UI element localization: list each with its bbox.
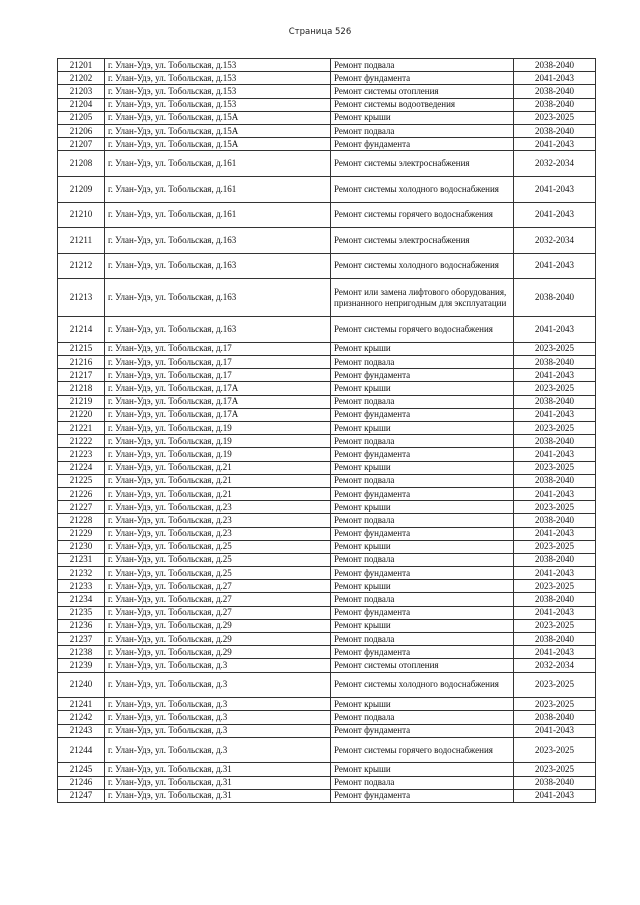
row-number-cell: 21206 (58, 124, 105, 137)
address-cell: г. Улан-Удэ, ул. Тобольская, д.31 (105, 776, 331, 789)
address-cell: г. Улан-Удэ, ул. Тобольская, д.17А (105, 382, 331, 395)
address-cell: г. Улан-Удэ, ул. Тобольская, д.17А (105, 408, 331, 421)
row-number-cell: 21221 (58, 422, 105, 435)
row-number-cell: 21212 (58, 253, 105, 279)
table-row (58, 422, 596, 435)
row-number-cell: 21218 (58, 382, 105, 395)
address-cell: г. Улан-Удэ, ул. Тобольская, д.163 (105, 228, 331, 254)
period-cell: 2038-2040 (514, 474, 596, 487)
address-cell: г. Улан-Удэ, ул. Тобольская, д.31 (105, 789, 331, 802)
address-cell: г. Улан-Удэ, ул. Тобольская, д.29 (105, 633, 331, 646)
table-row (58, 580, 596, 593)
row-number-cell: 21223 (58, 448, 105, 461)
address-cell: г. Улан-Удэ, ул. Тобольская, д.161 (105, 151, 331, 177)
work-type-cell: Ремонт подвала (331, 435, 514, 448)
period-cell: 2041-2043 (514, 527, 596, 540)
work-type-cell: Ремонт системы холодного водоснабжения (331, 176, 514, 202)
row-number-cell: 21243 (58, 724, 105, 737)
address-cell: г. Улан-Удэ, ул. Тобольская, д.21 (105, 461, 331, 474)
address-cell: г. Улан-Удэ, ул. Тобольская, д.15А (105, 124, 331, 137)
period-cell: 2038-2040 (514, 395, 596, 408)
period-cell: 2041-2043 (514, 253, 596, 279)
row-number-cell: 21219 (58, 395, 105, 408)
period-cell: 2038-2040 (514, 98, 596, 111)
work-type-cell: Ремонт крыши (331, 382, 514, 395)
table-row (58, 567, 596, 580)
row-number-cell: 21207 (58, 138, 105, 151)
work-type-cell: Ремонт фундамента (331, 487, 514, 500)
table-row (58, 553, 596, 566)
row-number-cell: 21215 (58, 342, 105, 355)
row-number-cell: 21235 (58, 606, 105, 619)
work-type-cell: Ремонт подвала (331, 59, 514, 72)
row-number-cell: 21210 (58, 202, 105, 228)
row-number-cell: 21247 (58, 789, 105, 802)
work-type-cell: Ремонт системы горячего водоснабжения (331, 317, 514, 343)
period-cell: 2038-2040 (514, 435, 596, 448)
row-number-cell: 21233 (58, 580, 105, 593)
address-cell: г. Улан-Удэ, ул. Тобольская, д.17 (105, 356, 331, 369)
address-cell: г. Улан-Удэ, ул. Тобольская, д.31 (105, 763, 331, 776)
period-cell: 2023-2025 (514, 540, 596, 553)
table-row (58, 737, 596, 763)
work-type-cell: Ремонт крыши (331, 501, 514, 514)
address-cell: г. Улан-Удэ, ул. Тобольская, д.15А (105, 111, 331, 124)
row-number-cell: 21229 (58, 527, 105, 540)
work-type-cell: Ремонт крыши (331, 580, 514, 593)
address-cell: г. Улан-Удэ, ул. Тобольская, д.3 (105, 698, 331, 711)
address-cell: г. Улан-Удэ, ул. Тобольская, д.3 (105, 737, 331, 763)
address-cell: г. Улан-Удэ, ул. Тобольская, д.153 (105, 98, 331, 111)
period-cell: 2041-2043 (514, 567, 596, 580)
work-type-cell: Ремонт системы холодного водоснабжения (331, 672, 514, 698)
table-row (58, 501, 596, 514)
row-number-cell: 21245 (58, 763, 105, 776)
address-cell: г. Улан-Удэ, ул. Тобольская, д.19 (105, 448, 331, 461)
work-type-cell: Ремонт системы отопления (331, 659, 514, 672)
address-cell: г. Улан-Удэ, ул. Тобольская, д.17 (105, 342, 331, 355)
work-type-cell: Ремонт фундамента (331, 72, 514, 85)
table-row (58, 474, 596, 487)
row-number-cell: 21234 (58, 593, 105, 606)
row-number-cell: 21216 (58, 356, 105, 369)
address-cell: г. Улан-Удэ, ул. Тобольская, д.23 (105, 514, 331, 527)
table-row (58, 369, 596, 382)
repair-schedule-table (57, 58, 596, 803)
period-cell: 2032-2034 (514, 151, 596, 177)
row-number-cell: 21240 (58, 672, 105, 698)
address-cell: г. Улан-Удэ, ул. Тобольская, д.163 (105, 253, 331, 279)
row-number-cell: 21241 (58, 698, 105, 711)
work-type-cell: Ремонт фундамента (331, 567, 514, 580)
work-type-cell: Ремонт подвала (331, 474, 514, 487)
address-cell: г. Улан-Удэ, ул. Тобольская, д.3 (105, 659, 331, 672)
row-number-cell: 21208 (58, 151, 105, 177)
work-type-cell: Ремонт подвала (331, 633, 514, 646)
period-cell: 2023-2025 (514, 111, 596, 124)
period-cell: 2038-2040 (514, 776, 596, 789)
row-number-cell: 21201 (58, 59, 105, 72)
table-row (58, 59, 596, 72)
address-cell: г. Улан-Удэ, ул. Тобольская, д.161 (105, 202, 331, 228)
table-row (58, 763, 596, 776)
work-type-cell: Ремонт подвала (331, 553, 514, 566)
period-cell: 2038-2040 (514, 59, 596, 72)
table-body (58, 59, 596, 803)
work-type-cell: Ремонт фундамента (331, 369, 514, 382)
address-cell: г. Улан-Удэ, ул. Тобольская, д.27 (105, 593, 331, 606)
table-row (58, 253, 596, 279)
row-number-cell: 21205 (58, 111, 105, 124)
work-type-cell: Ремонт фундамента (331, 527, 514, 540)
address-cell: г. Улан-Удэ, ул. Тобольская, д.21 (105, 487, 331, 500)
row-number-cell: 21209 (58, 176, 105, 202)
table-row (58, 724, 596, 737)
period-cell: 2032-2034 (514, 659, 596, 672)
work-type-cell: Ремонт системы горячего водоснабжения (331, 202, 514, 228)
work-type-cell: Ремонт подвала (331, 711, 514, 724)
table-row (58, 646, 596, 659)
table-row (58, 514, 596, 527)
period-cell: 2038-2040 (514, 593, 596, 606)
table-row (58, 540, 596, 553)
work-type-cell: Ремонт фундамента (331, 606, 514, 619)
address-cell: г. Улан-Удэ, ул. Тобольская, д.23 (105, 527, 331, 540)
table-row (58, 593, 596, 606)
address-cell: г. Улан-Удэ, ул. Тобольская, д.23 (105, 501, 331, 514)
row-number-cell: 21227 (58, 501, 105, 514)
work-type-cell: Ремонт системы электроснабжения (331, 228, 514, 254)
table-row (58, 138, 596, 151)
table-row (58, 342, 596, 355)
address-cell: г. Улан-Удэ, ул. Тобольская, д.3 (105, 724, 331, 737)
work-type-cell: Ремонт крыши (331, 342, 514, 355)
row-number-cell: 21224 (58, 461, 105, 474)
address-cell: г. Улан-Удэ, ул. Тобольская, д.161 (105, 176, 331, 202)
address-cell: г. Улан-Удэ, ул. Тобольская, д.17А (105, 395, 331, 408)
table-row (58, 72, 596, 85)
address-cell: г. Улан-Удэ, ул. Тобольская, д.27 (105, 580, 331, 593)
address-cell: г. Улан-Удэ, ул. Тобольская, д.25 (105, 540, 331, 553)
work-type-cell: Ремонт фундамента (331, 138, 514, 151)
table-row (58, 151, 596, 177)
table-row (58, 408, 596, 421)
row-number-cell: 21228 (58, 514, 105, 527)
period-cell: 2041-2043 (514, 72, 596, 85)
table-row (58, 124, 596, 137)
period-cell: 2032-2034 (514, 228, 596, 254)
table-row (58, 435, 596, 448)
address-cell: г. Улан-Удэ, ул. Тобольская, д.153 (105, 85, 331, 98)
address-cell: г. Улан-Удэ, ул. Тобольская, д.25 (105, 553, 331, 566)
period-cell: 2038-2040 (514, 85, 596, 98)
row-number-cell: 21242 (58, 711, 105, 724)
work-type-cell: Ремонт системы горячего водоснабжения (331, 737, 514, 763)
period-cell: 2041-2043 (514, 448, 596, 461)
table-row (58, 176, 596, 202)
period-cell: 2038-2040 (514, 711, 596, 724)
row-number-cell: 21203 (58, 85, 105, 98)
period-cell: 2038-2040 (514, 633, 596, 646)
address-cell: г. Улан-Удэ, ул. Тобольская, д.153 (105, 72, 331, 85)
work-type-cell: Ремонт крыши (331, 540, 514, 553)
table-row (58, 448, 596, 461)
work-type-cell: Ремонт подвала (331, 514, 514, 527)
period-cell: 2041-2043 (514, 606, 596, 619)
table-row (58, 789, 596, 802)
work-type-cell: Ремонт фундамента (331, 408, 514, 421)
work-type-cell: Ремонт подвала (331, 124, 514, 137)
row-number-cell: 21225 (58, 474, 105, 487)
address-cell: г. Улан-Удэ, ул. Тобольская, д.27 (105, 606, 331, 619)
row-number-cell: 21237 (58, 633, 105, 646)
work-type-cell: Ремонт крыши (331, 111, 514, 124)
period-cell: 2023-2025 (514, 422, 596, 435)
row-number-cell: 21214 (58, 317, 105, 343)
row-number-cell: 21226 (58, 487, 105, 500)
table-row (58, 711, 596, 724)
work-type-cell: Ремонт фундамента (331, 789, 514, 802)
period-cell: 2041-2043 (514, 202, 596, 228)
work-type-cell: Ремонт подвала (331, 776, 514, 789)
table-row (58, 659, 596, 672)
address-cell: г. Улан-Удэ, ул. Тобольская, д.17 (105, 369, 331, 382)
address-cell: г. Улан-Удэ, ул. Тобольская, д.29 (105, 619, 331, 632)
row-number-cell: 21211 (58, 228, 105, 254)
row-number-cell: 21236 (58, 619, 105, 632)
table-row (58, 317, 596, 343)
address-cell: г. Улан-Удэ, ул. Тобольская, д.29 (105, 646, 331, 659)
table-row (58, 228, 596, 254)
work-type-cell: Ремонт подвала (331, 395, 514, 408)
address-cell: г. Улан-Удэ, ул. Тобольская, д.15А (105, 138, 331, 151)
table-row (58, 633, 596, 646)
work-type-cell: Ремонт системы отопления (331, 85, 514, 98)
work-type-cell: Ремонт фундамента (331, 646, 514, 659)
work-type-cell: Ремонт крыши (331, 619, 514, 632)
table-row (58, 619, 596, 632)
period-cell: 2041-2043 (514, 408, 596, 421)
address-cell: г. Улан-Удэ, ул. Тобольская, д.25 (105, 567, 331, 580)
work-type-cell: Ремонт крыши (331, 422, 514, 435)
period-cell: 2023-2025 (514, 580, 596, 593)
period-cell: 2038-2040 (514, 553, 596, 566)
address-cell: г. Улан-Удэ, ул. Тобольская, д.153 (105, 59, 331, 72)
period-cell: 2041-2043 (514, 317, 596, 343)
address-cell: г. Улан-Удэ, ул. Тобольская, д.163 (105, 317, 331, 343)
table-row (58, 698, 596, 711)
period-cell: 2041-2043 (514, 369, 596, 382)
table-row (58, 395, 596, 408)
address-cell: г. Улан-Удэ, ул. Тобольская, д.19 (105, 422, 331, 435)
row-number-cell: 21220 (58, 408, 105, 421)
row-number-cell: 21246 (58, 776, 105, 789)
row-number-cell: 21231 (58, 553, 105, 566)
row-number-cell: 21232 (58, 567, 105, 580)
table-row (58, 202, 596, 228)
table-row (58, 85, 596, 98)
address-cell: г. Улан-Удэ, ул. Тобольская, д.21 (105, 474, 331, 487)
work-type-cell: Ремонт фундамента (331, 724, 514, 737)
work-type-cell: Ремонт системы электроснабжения (331, 151, 514, 177)
period-cell: 2038-2040 (514, 124, 596, 137)
work-type-cell: Ремонт системы холодного водоснабжения (331, 253, 514, 279)
table-row (58, 461, 596, 474)
work-type-cell: Ремонт крыши (331, 763, 514, 776)
row-number-cell: 21217 (58, 369, 105, 382)
period-cell: 2041-2043 (514, 724, 596, 737)
period-cell: 2038-2040 (514, 279, 596, 317)
period-cell: 2023-2025 (514, 382, 596, 395)
period-cell: 2023-2025 (514, 619, 596, 632)
table-row (58, 382, 596, 395)
period-cell: 2041-2043 (514, 789, 596, 802)
row-number-cell: 21244 (58, 737, 105, 763)
row-number-cell: 21230 (58, 540, 105, 553)
period-cell: 2023-2025 (514, 501, 596, 514)
work-type-cell: Ремонт или замена лифтового оборудования, признанного непригодным для эксплуатации (331, 279, 514, 317)
row-number-cell: 21204 (58, 98, 105, 111)
period-cell: 2023-2025 (514, 342, 596, 355)
work-type-cell: Ремонт фундамента (331, 448, 514, 461)
period-cell: 2023-2025 (514, 461, 596, 474)
row-number-cell: 21239 (58, 659, 105, 672)
period-cell: 2023-2025 (514, 763, 596, 776)
work-type-cell: Ремонт подвала (331, 356, 514, 369)
work-type-cell: Ремонт крыши (331, 698, 514, 711)
table-row (58, 527, 596, 540)
period-cell: 2038-2040 (514, 356, 596, 369)
period-cell: 2041-2043 (514, 138, 596, 151)
table-row (58, 98, 596, 111)
period-cell: 2041-2043 (514, 646, 596, 659)
period-cell: 2023-2025 (514, 737, 596, 763)
page-title: Страница 526 (288, 27, 352, 37)
row-number-cell: 21213 (58, 279, 105, 317)
address-cell: г. Улан-Удэ, ул. Тобольская, д.3 (105, 672, 331, 698)
period-cell: 2041-2043 (514, 176, 596, 202)
table-row (58, 776, 596, 789)
period-cell: 2023-2025 (514, 672, 596, 698)
address-cell: г. Улан-Удэ, ул. Тобольская, д.3 (105, 711, 331, 724)
row-number-cell: 21238 (58, 646, 105, 659)
row-number-cell: 21202 (58, 72, 105, 85)
period-cell: 2038-2040 (514, 514, 596, 527)
row-number-cell: 21222 (58, 435, 105, 448)
address-cell: г. Улан-Удэ, ул. Тобольская, д.19 (105, 435, 331, 448)
address-cell: г. Улан-Удэ, ул. Тобольская, д.163 (105, 279, 331, 317)
work-type-cell: Ремонт крыши (331, 461, 514, 474)
table-row (58, 111, 596, 124)
table-row (58, 279, 596, 317)
table-row (58, 356, 596, 369)
period-cell: 2041-2043 (514, 487, 596, 500)
table-row (58, 487, 596, 500)
work-type-cell: Ремонт подвала (331, 593, 514, 606)
table-row (58, 606, 596, 619)
table-row (58, 672, 596, 698)
work-type-cell: Ремонт системы водоотведения (331, 98, 514, 111)
period-cell: 2023-2025 (514, 698, 596, 711)
